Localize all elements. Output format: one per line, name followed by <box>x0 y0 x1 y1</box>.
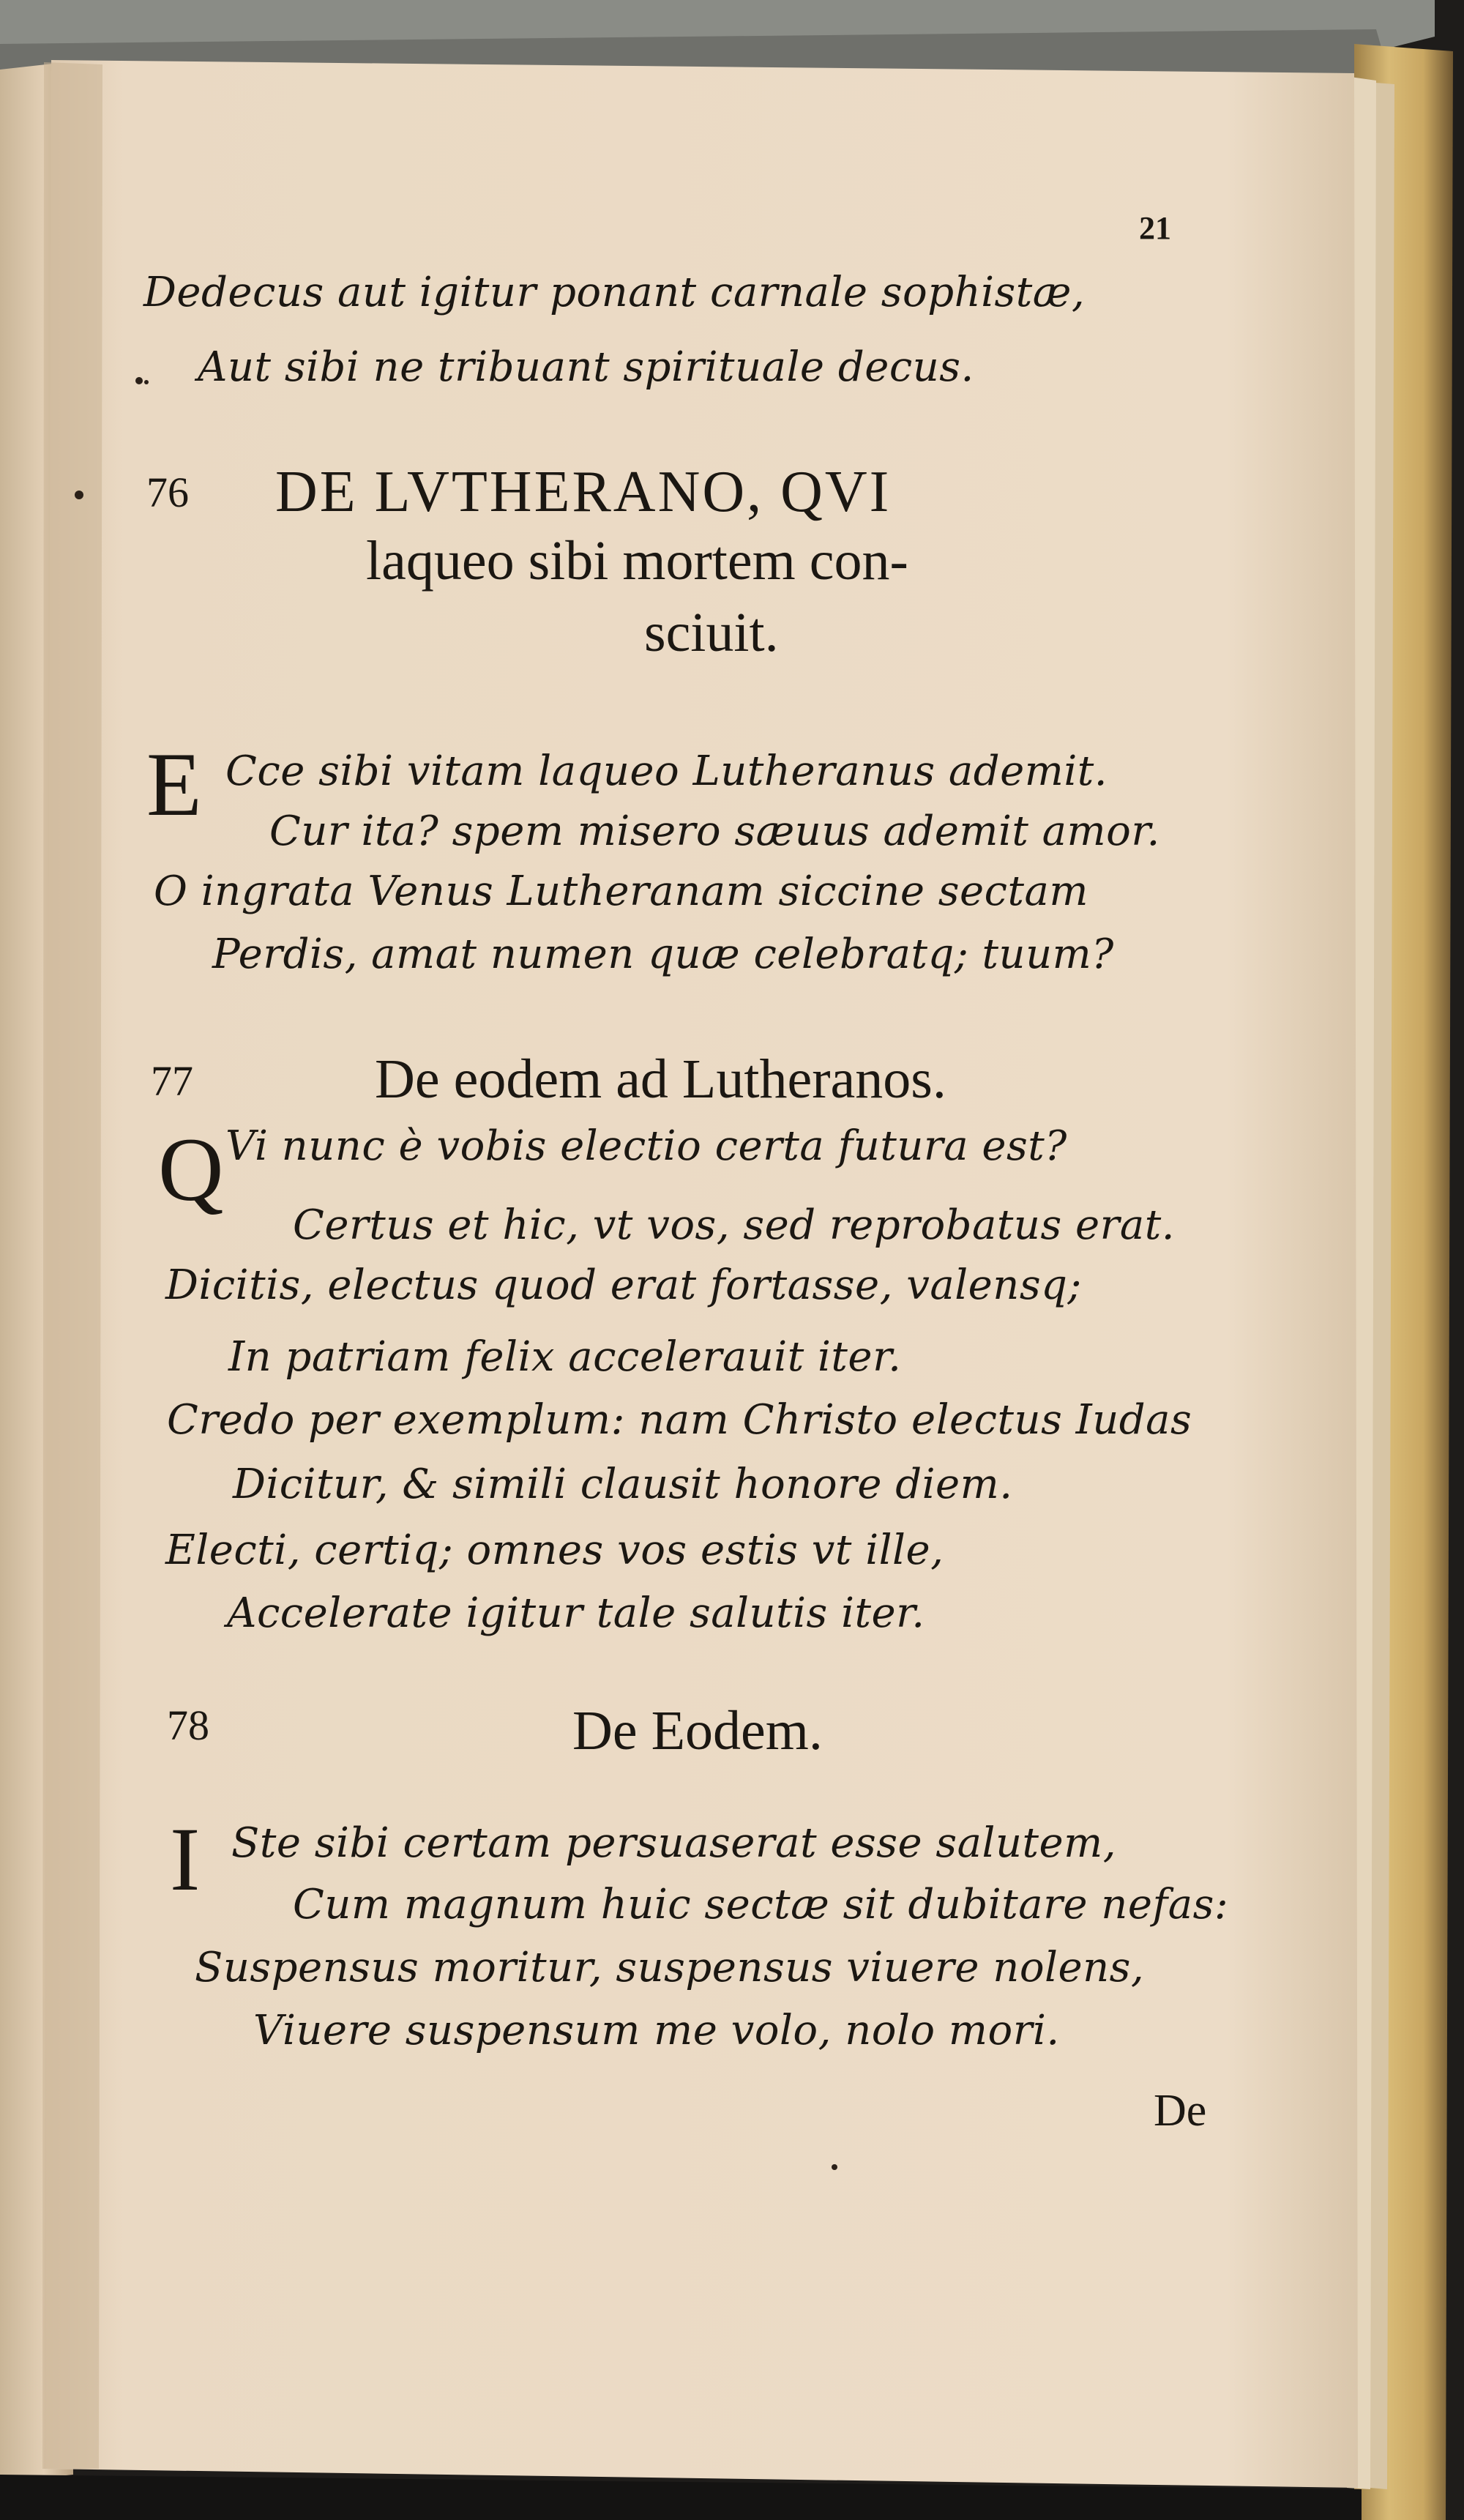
verse-line: Accelerate igitur tale salutis iter. <box>227 1589 925 1637</box>
drop-initial: E <box>146 734 202 835</box>
verse-line: Perdis, amat numen quæ celebratq; tuum? <box>212 931 1114 978</box>
epigram-title: De eodem ad Lutheranos. <box>375 1048 946 1110</box>
ink-speck <box>135 377 143 384</box>
verse-line: Certus et hic, vt vos, sed reprobatus erat. <box>293 1201 1176 1249</box>
catchword: De <box>1154 2086 1207 2136</box>
drop-initial: Q <box>158 1119 224 1220</box>
verse-line: Cur ita? spem misero sæuus ademit amor. <box>269 808 1160 855</box>
epigram-title: De Eodem. <box>572 1700 823 1762</box>
epigram-number: 77 <box>151 1057 193 1105</box>
verse-line: Vi nunc è vobis electio certa futura est? <box>225 1122 1067 1170</box>
verse-line: Aut sibi ne tribuant spirituale decus. <box>198 343 974 391</box>
drop-initial: I <box>170 1809 201 1909</box>
epigram-title: DE LVTHERANO, QVI <box>275 460 892 524</box>
verse-line: Ste sibi certam persuaserat esse salutem, <box>231 1819 1117 1867</box>
ink-speck <box>75 491 83 499</box>
verse-line: Dedecus aut igitur ponant carnale sophistæ, <box>143 269 1086 316</box>
verse-line: Electi, certiq; omnes vos estis vt ille, <box>165 1526 944 1574</box>
epigram-title: sciuit. <box>644 602 779 663</box>
epigram-number: 76 <box>146 469 189 516</box>
verse-line: Cce sibi vitam laqueo Lutheranus ademit. <box>225 748 1108 795</box>
page-number: 21 <box>1139 210 1171 246</box>
ink-speck <box>832 2164 837 2170</box>
epigram-title: laqueo sibi mortem con- <box>366 530 908 592</box>
epigram-number: 78 <box>167 1701 209 1749</box>
verse-line: Suspensus moritur, suspensus viuere nolens, <box>195 1944 1145 1991</box>
verse-line: Dicitur, & simili clausit honore diem. <box>233 1461 1013 1508</box>
verse-line: O ingrata Venus Lutheranam siccine sectam <box>154 868 1088 915</box>
verse-line: Credo per exemplum: nam Christo electus Iudas <box>167 1396 1192 1444</box>
verse-line: Dicitis, electus quod erat fortasse, valensq; <box>165 1261 1082 1309</box>
verse-line: In patriam felix accelerauit iter. <box>228 1333 902 1381</box>
verse-line: Viuere suspensum me volo, nolo mori. <box>253 2007 1060 2054</box>
verse-line: Cum magnum huic sectæ sit dubitare nefas: <box>293 1881 1229 1928</box>
